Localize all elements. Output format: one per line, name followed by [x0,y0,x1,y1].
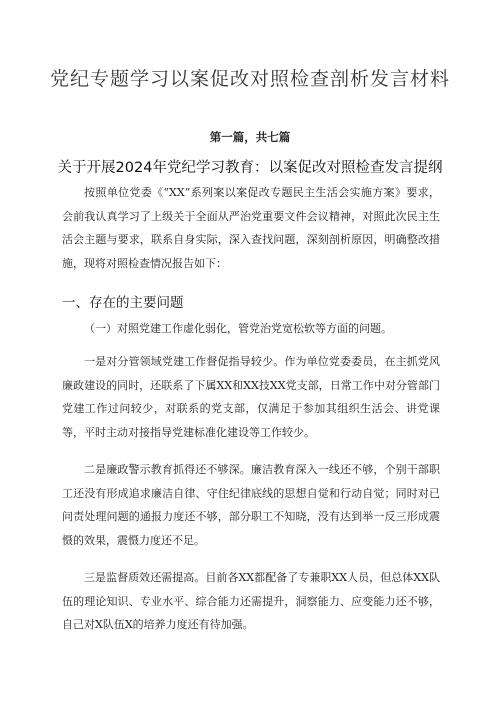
section-heading: 一、存在的主要问题 [62,295,184,311]
document-title: 党纪专题学习以案促改对照检查剖析发言材料 [49,68,450,90]
chapter-label: 第一篇，共七篇 [209,130,291,144]
body-paragraph-1: 一是对分管领域党建工作督促指导较少。作为单位党委委员，在主抓党风廉政建设的同时，还联系了下属XX和XX技XX党支部，日常工作中对分管部门党建工作过问较少，对联系的党支部，仅满足于参加其组织生活会、讲党课等，平时主动对接指导党建标准化建设等工作较少。 [62,355,440,439]
sub-heading: （一）对照党建工作虚化弱化，管党治党宽松软等方面的问题。 [84,322,392,335]
document-subtitle: 关于开展2024年党纪学习教育：以案促改对照检查发言提纲 [57,160,443,176]
intro-paragraph: 按照单位党委《“XX”系列案以案促改专题民主生活会实施方案》要求，会前我认真学习了上级关于全面从严治党重要文件会议精神，对照此次民主生活会主题与要求，联系自身实际，深入查找问题，深刻剖析原因，明确整改措施，现将对照检查情况报告如下： [62,186,440,270]
body-paragraph-2: 二是廉政警示教育抓得还不够深。廉洁教育深入一线还不够，个别干部职工还没有形成追求廉洁自律、守住纪律底线的思想自觉和行动自觉；同时对已问责处理问题的通报力度还不够，部分职工不知晓，没有达到举一反三形成震慑的效果，震慑力度还不足。 [62,463,440,547]
body-paragraph-3: 三是监督质效还需提高。目前各XX都配备了专兼职XX人员，但总体XX队伍的理论知识、专业水平、综合能力还需提升，洞察能力、应变能力还不够，自己对X队伍X的培养力度还有待加强。 [62,571,440,631]
